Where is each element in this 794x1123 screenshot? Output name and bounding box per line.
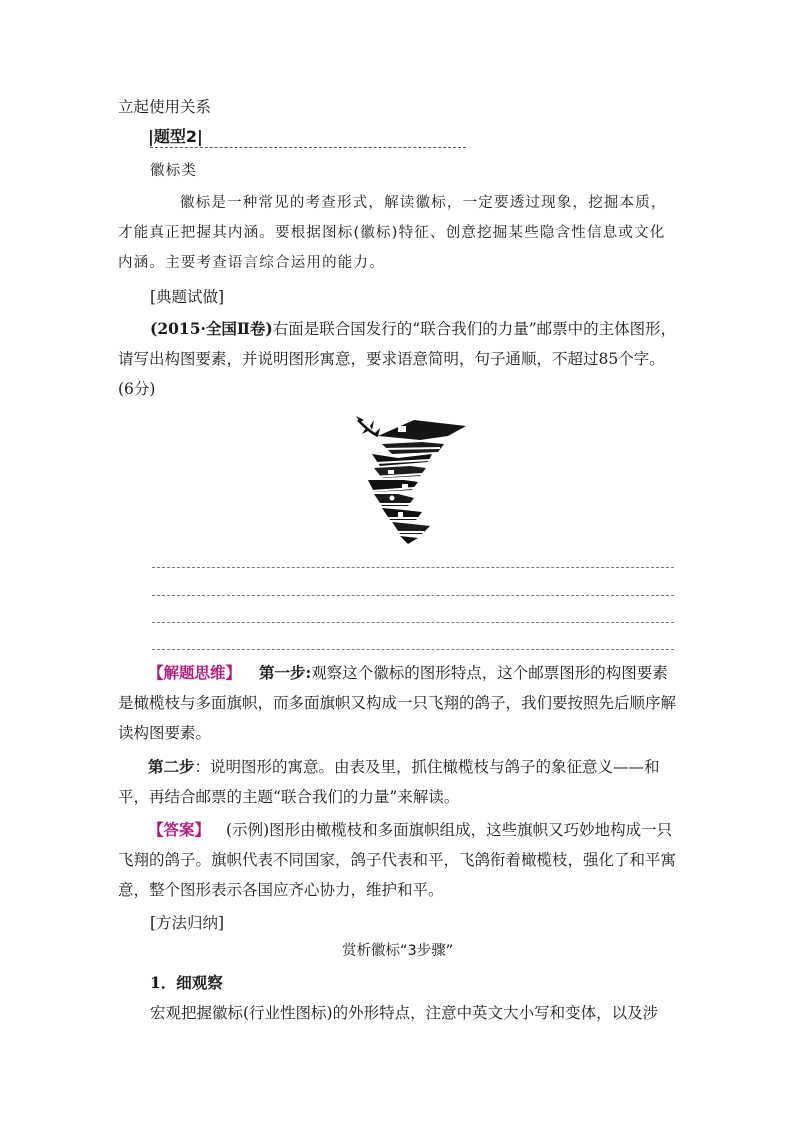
analysis-label: 【解题思维】 [148, 663, 242, 682]
step-heading: 1．细观察 [150, 973, 223, 992]
step2-text: ：说明图形的寓意。由表及里，抓住橄榄枝与鸽子的象征意义——和平，再结合邮票的主题“联合我们的力量”来解读。 [118, 758, 660, 806]
answer-paragraph [118, 815, 678, 905]
section-tag: |题型2| [148, 127, 203, 146]
step-text: 宏观把握徽标(行业性图标)的外形特点，注意中英文大小写和变体，以及涉 [150, 1004, 659, 1022]
question-source: (2015·全国Ⅱ卷) [150, 319, 273, 338]
question-text: 右面是联合国发行的“联合我们的力量”邮票中的主体图形，请写出构图要素，并说明图形寓意，要求语意简明，句子通顺，不超过85个字。(6分) [118, 320, 677, 398]
answer-line [152, 567, 674, 568]
answer-text: (示例)图形由橄榄枝和多面旗帜组成，这些旗帜又巧妙地构成一只飞翔的鸽子。旗帜代表不同国家，鸽子代表和平，飞鸽衔着橄榄枝，强化了和平寓意，整个图形表示各国应齐心协力，维护和平。 [118, 821, 677, 899]
step1-text: 观察这个徽标的图形特点，这个邮票图形的构图要素是橄榄枝与多面旗帜，而多面旗帜又构成一只飞翔的鸽子，我们要按照先后顺序解读构图要素。 [118, 664, 677, 742]
step1-label: 第一步: [259, 663, 312, 682]
top-fragment: 立起使用关系 [118, 98, 212, 116]
category-title: 徽标类 [150, 163, 198, 179]
analysis-paragraph [118, 658, 678, 748]
intro-paragraph: 徽标是一种常见的考查形式，解读徽标，一定要透过现象，挖掘本质，才能真正把握其内涵。要根据图标(徽标)特征、创意挖掘某些隐含性信息或文化内涵。主要考查语言综合运用的能力。 [118, 195, 667, 271]
answer-line [152, 649, 674, 650]
dove-flags-logo [352, 414, 468, 544]
answer-line [152, 595, 674, 596]
method-title: 赏析徽标“3步骤” [342, 943, 454, 959]
example-label: [典题试做] [150, 288, 225, 306]
section-divider [150, 147, 466, 148]
method-label: [方法归纳] [150, 914, 225, 932]
answer-label: 【答案】 [148, 820, 211, 839]
step2-label: 第二步 [148, 757, 195, 776]
question-paragraph [118, 314, 680, 404]
answer-line [152, 622, 674, 623]
step2-paragraph [118, 752, 678, 812]
